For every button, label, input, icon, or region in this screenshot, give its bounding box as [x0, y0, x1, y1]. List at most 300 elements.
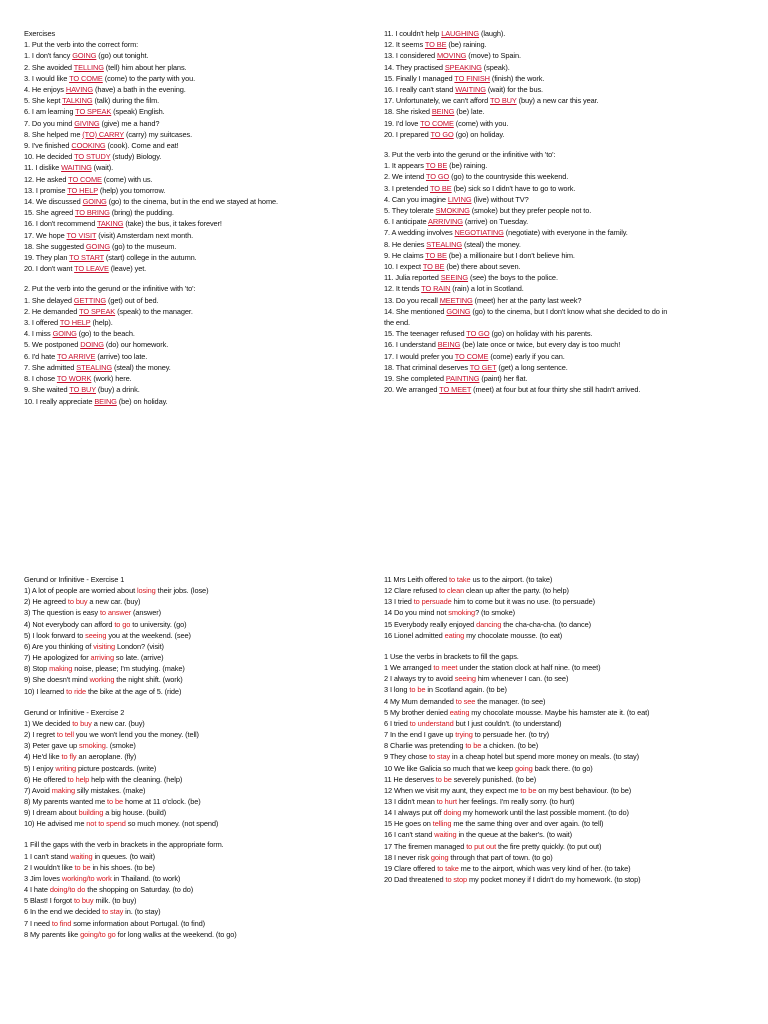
line-suffix: picture postcards. (write)	[76, 763, 157, 773]
exercise-line	[24, 252, 376, 263]
line-suffix: in the queue at the baker's. (to wait)	[456, 830, 572, 840]
line-text: 11. I dislike	[24, 163, 62, 173]
answer-word: STEALING	[76, 362, 112, 372]
section-gap	[384, 641, 724, 651]
answer-word: to stay	[429, 752, 451, 762]
line-suffix: under the station clock at half nine. (to meet)	[457, 663, 601, 673]
line-suffix: to university. (go)	[130, 619, 187, 629]
line-suffix: in Scotland again. (to be)	[425, 685, 507, 695]
line-text: 2. Put the verb into the gerund or the infinitive with 'to':	[24, 284, 196, 294]
answer-word: working/to work	[61, 873, 112, 883]
exercise-line	[24, 663, 376, 674]
line-text: 12 When we visit my aunt, they expect me	[384, 785, 521, 795]
line-text: 1. She delayed	[24, 295, 74, 305]
line-text: 4 My Mum demanded	[384, 696, 456, 706]
exercise-line	[384, 317, 714, 328]
line-suffix: (go) to the museum.	[110, 241, 177, 251]
line-suffix: London? (visit)	[114, 641, 164, 651]
line-text: 16 I can't stand	[384, 830, 435, 840]
line-text: 8 Charlie was pretending	[384, 741, 466, 751]
exercise-line	[384, 807, 724, 818]
line-text: 4. I miss	[24, 329, 53, 339]
line-suffix: a new car. (buy)	[87, 597, 141, 607]
line-suffix: my chocolate mousse. (to eat)	[464, 630, 563, 640]
exercise-line	[24, 129, 376, 140]
line-text: Gerund or Infinitive - Exercise 2	[24, 707, 125, 717]
exercise-line	[24, 906, 376, 917]
line-suffix: (steal) the money.	[462, 239, 521, 249]
line-text: 10 We like Galicia so much that we keep	[384, 763, 516, 773]
line-text: 6. I'd hate	[24, 351, 57, 361]
line-suffix: (meet) her at the party last week?	[472, 295, 582, 305]
exercise-line	[24, 751, 376, 762]
exercise-line	[384, 763, 724, 774]
exercise-line	[24, 373, 376, 384]
answer-word: GOING	[72, 51, 97, 61]
line-suffix: the fire pretty quickly. (to put out)	[496, 841, 602, 851]
exercise-line	[24, 73, 376, 84]
answer-word: TALKING	[62, 96, 93, 106]
answer-word: TO ARRIVE	[56, 351, 96, 361]
line-text: 6) He offered	[24, 774, 68, 784]
line-text: 15. The teenager refused	[384, 329, 467, 339]
line-text: 15. Finally I managed	[384, 73, 455, 83]
line-suffix: (do) our homework.	[103, 340, 169, 350]
answer-word: GOING	[85, 241, 111, 251]
line-suffix: back there. (to go)	[532, 763, 593, 773]
line-text: 1 Fill the gaps with the verb in brackets in the appropriate form.	[24, 840, 224, 850]
answer-word: TO BE	[424, 40, 447, 50]
section-gap	[384, 140, 714, 149]
line-text: 4. He enjoys	[24, 85, 66, 95]
line-suffix: in a cheap hotel but spend more money on meals. (to stay)	[450, 752, 640, 762]
line-suffix: (wait).	[91, 163, 114, 173]
exercise-line	[24, 674, 376, 685]
line-text: 1. I don't fancy	[24, 51, 73, 61]
line-suffix: ? (to smoke)	[475, 608, 515, 618]
line-text: 5. She kept	[24, 96, 63, 106]
exercise-line	[24, 362, 376, 373]
line-suffix: (go) to the cinema, but in the end we stayed at home.	[106, 197, 278, 207]
exercise-line	[384, 362, 714, 373]
exercise-line	[24, 84, 376, 95]
line-text: 2) I regret	[24, 730, 57, 740]
line-text: 18. She suggested	[24, 241, 86, 251]
line-text: 13. I promise	[24, 185, 68, 195]
answer-word: TO BE	[422, 262, 445, 272]
answer-word: TO SPEAK	[79, 306, 116, 316]
line-suffix: (go) out tonight.	[96, 51, 149, 61]
exercise-line	[24, 718, 376, 729]
exercise-line	[384, 630, 724, 641]
line-suffix: (laugh).	[479, 29, 506, 38]
line-text: 13. I considered	[384, 51, 437, 61]
answer-word: to ride	[66, 686, 86, 696]
line-suffix: through that part of town. (to go)	[448, 852, 553, 862]
exercise-line	[24, 218, 376, 229]
exercise-line	[384, 662, 724, 673]
answer-word: GOING	[52, 329, 77, 339]
line-text: 5) I look forward to	[24, 630, 86, 640]
line-suffix: silly mistakes. (make)	[74, 785, 146, 795]
line-text: 5 Blast! I forgot	[24, 896, 74, 906]
answer-word: to meet	[433, 663, 458, 673]
answer-word: WAITING	[61, 163, 92, 173]
line-text: 20. We arranged	[384, 385, 440, 395]
answer-word: to fly	[61, 752, 77, 762]
line-suffix: . (smoke)	[105, 741, 136, 751]
line-suffix: (come) to the party with you.	[102, 73, 196, 83]
line-suffix: (go) on holiday.	[453, 129, 505, 139]
answer-word: TO HELP	[59, 318, 91, 328]
answer-word: to be	[409, 685, 426, 695]
answer-word: LAUGHING	[441, 29, 480, 38]
line-text: 7) Avoid	[24, 785, 52, 795]
exercise-line	[384, 62, 714, 73]
exercise-line	[24, 818, 376, 829]
line-suffix: (give) me a hand?	[99, 118, 160, 128]
line-text: 2. We intend	[384, 172, 426, 182]
exercise-line	[24, 283, 376, 294]
line-text: 8. He denies	[384, 239, 427, 249]
line-text: 7. Do you mind	[24, 118, 75, 128]
exercise-line	[384, 106, 714, 117]
line-text: 9) I dream about	[24, 808, 79, 818]
answer-word: TO MEET	[439, 385, 472, 395]
exercise-line	[384, 785, 724, 796]
line-suffix: an aeroplane. (fly)	[76, 752, 137, 762]
line-text: 7. A wedding involves	[384, 228, 455, 238]
line-text: 3. I would like	[24, 73, 70, 83]
line-suffix: my chocolate mousse. Maybe his hamster ate it. (to eat)	[469, 707, 650, 717]
line-suffix: (go) to the cinema, but I don't know what she decided to do in	[470, 306, 668, 316]
exercise-line	[24, 106, 376, 117]
line-text: 2. He demanded	[24, 306, 80, 316]
line-suffix: (get) a long sentence.	[496, 362, 568, 372]
line-suffix: help with the cleaning. (help)	[89, 774, 183, 784]
line-suffix: on my best behaviour. (to be)	[536, 785, 632, 795]
exercise-line	[24, 207, 376, 218]
bottom-left-column	[24, 574, 376, 940]
line-suffix: (arrive) on Tuesday.	[462, 217, 529, 227]
line-text: 7 In the end I gave up	[384, 730, 456, 740]
exercise-line	[24, 918, 376, 929]
line-text: 18 I never risk	[384, 852, 431, 862]
line-suffix: (meet) at four but at four thirty she still hadn't arrived.	[471, 385, 641, 395]
line-suffix: in queues. (to wait)	[92, 851, 155, 861]
line-text: 12. He asked	[24, 174, 69, 184]
answer-word: TO FINISH	[454, 73, 490, 83]
line-suffix: (start) college in the autumn.	[103, 253, 197, 263]
exercise-line	[384, 216, 714, 227]
answer-word: to help	[67, 774, 90, 784]
line-text: 20 Dad threatened	[384, 875, 446, 885]
line-text: 13 I tried	[384, 597, 414, 607]
exercise-line	[384, 684, 724, 695]
exercise-line	[384, 306, 714, 317]
answer-word: TO HELP	[67, 185, 98, 195]
line-suffix: (leave) yet.	[108, 264, 147, 274]
exercise-line	[24, 384, 376, 395]
exercise-line	[24, 317, 376, 328]
line-text: 9 They chose	[384, 752, 429, 762]
line-text: 19. They plan	[24, 253, 70, 263]
line-text: 6) Are you thinking of	[24, 641, 94, 651]
line-suffix: their jobs. (lose)	[155, 586, 209, 596]
line-suffix: (come) with us.	[101, 174, 153, 184]
line-text: 16. I understand	[384, 340, 438, 350]
exercise-line	[24, 839, 376, 850]
answer-word: to be	[520, 785, 537, 795]
answer-word: TO GO	[466, 329, 490, 339]
answer-word: to hurt	[436, 796, 457, 806]
exercise-line	[384, 73, 714, 84]
exercise-line	[384, 118, 714, 129]
exercise-line	[24, 328, 376, 339]
exercise-line	[24, 873, 376, 884]
answer-word: smoking	[79, 741, 106, 751]
section-gap	[24, 697, 376, 707]
answer-word: TO LEAVE	[74, 264, 109, 274]
exercise-line	[384, 250, 714, 261]
exercise-line	[384, 339, 714, 350]
line-text: 8. She helped me	[24, 129, 83, 139]
answer-word: MEETING	[439, 295, 473, 305]
line-text: 10. I expect	[384, 262, 423, 272]
line-text: 10) He advised me	[24, 819, 87, 829]
line-suffix: (get) out of bed.	[106, 295, 159, 305]
top-left-column	[24, 28, 376, 407]
answer-word: to take	[449, 575, 471, 584]
line-suffix: (tell) him about her plans.	[103, 62, 187, 72]
exercise-line	[24, 796, 376, 807]
line-text: 16. I really can't stand	[384, 85, 456, 95]
line-suffix: in Thailand. (to work)	[111, 873, 181, 883]
answer-word: to stop	[445, 875, 467, 885]
line-text: 15 Everybody really enjoyed	[384, 619, 477, 629]
answer-word: SEEING	[440, 273, 469, 283]
exercise-line	[24, 763, 376, 774]
exercise-line	[384, 863, 724, 874]
answer-word: TO RAIN	[421, 284, 451, 294]
line-suffix: (come) with you.	[453, 118, 509, 128]
line-text: 10. He decided	[24, 152, 75, 162]
exercise-line	[24, 740, 376, 751]
exercise-line	[384, 696, 724, 707]
exercise-line	[384, 205, 714, 216]
answer-word: going	[430, 852, 449, 862]
line-text: 18. That criminal deserves	[384, 362, 470, 372]
answer-word: HAVING	[65, 85, 94, 95]
exercise-line	[384, 227, 714, 238]
answer-word: to stay	[102, 907, 124, 917]
exercise-line	[24, 851, 376, 862]
line-suffix: so late. (arrive)	[113, 653, 164, 663]
line-suffix: (visit) Amsterdam next month.	[96, 230, 194, 240]
exercise-line	[24, 174, 376, 185]
answer-word: working	[89, 675, 115, 685]
line-suffix: to persuade her. (to try)	[472, 730, 550, 740]
line-suffix: (be) a millionaire but I don't believe him.	[446, 250, 575, 260]
line-text: 5 My brother denied	[384, 707, 450, 717]
answer-word: GETTING	[73, 295, 107, 305]
line-suffix: (finish) the work.	[489, 73, 545, 83]
answer-word: TO GO	[425, 172, 450, 182]
line-text: 20. I don't want	[24, 264, 75, 274]
line-text: 16. I don't recommend	[24, 219, 98, 229]
answer-word: TO BRING	[74, 208, 110, 218]
exercise-line	[384, 774, 724, 785]
exercise-line	[384, 171, 714, 182]
answer-word: DOING	[80, 340, 104, 350]
line-text: 10) I learned	[24, 686, 67, 696]
line-text: 1. It appears	[384, 161, 426, 171]
exercise-line	[384, 84, 714, 95]
line-text: 19. I'd love	[384, 118, 421, 128]
answer-word: to go	[114, 619, 131, 629]
line-text: 14 I always put off	[384, 808, 444, 818]
line-text: Exercises	[24, 29, 56, 38]
line-suffix: milk. (to buy)	[93, 896, 137, 906]
answer-word: to see	[455, 696, 476, 706]
exercise-line	[24, 686, 376, 697]
answer-word: waiting	[434, 830, 457, 840]
answer-word: GOING	[446, 306, 471, 316]
line-text: 9) She doesn't mind	[24, 675, 90, 685]
exercise-line	[24, 619, 376, 630]
exercise-line	[24, 263, 376, 274]
line-text: 13. Do you recall	[384, 295, 440, 305]
exercise-line	[384, 283, 714, 294]
exercise-line	[24, 596, 376, 607]
exercise-line	[24, 929, 376, 940]
answer-word: making	[51, 785, 75, 795]
exercise-line	[24, 295, 376, 306]
line-suffix: (go) to the countryside this weekend.	[449, 172, 569, 182]
line-suffix: (go) to the beach.	[76, 329, 135, 339]
line-suffix: you at the weekend. (see)	[106, 630, 191, 640]
exercise-line	[24, 230, 376, 241]
line-text: 12. It seems	[384, 40, 425, 50]
answer-word: BEING	[94, 396, 117, 406]
exercise-line	[384, 651, 724, 662]
exercise-line	[384, 384, 714, 395]
line-text: 2) He agreed	[24, 597, 68, 607]
answer-word: BEING	[431, 107, 455, 117]
line-text: 16 Lionel admitted	[384, 630, 445, 640]
line-suffix: in. (to stay)	[123, 907, 161, 917]
line-text: 19 Clare offered	[384, 863, 438, 873]
exercise-line	[24, 585, 376, 596]
answer-word: (TO) CARRY	[82, 129, 125, 139]
top-right-column	[384, 28, 714, 396]
line-text: 4) Not everybody can afford	[24, 619, 115, 629]
answer-word: eating	[449, 707, 470, 717]
line-text: 14. They practised	[384, 62, 445, 72]
line-text: 3) The question is easy	[24, 608, 100, 618]
line-text: 6. I anticipate	[384, 217, 429, 227]
answer-word: TO BE	[425, 161, 448, 171]
answer-word: trying	[455, 730, 473, 740]
line-suffix: (smoke) but they prefer people not to.	[469, 206, 592, 216]
line-suffix: (come) early if you can.	[488, 351, 565, 361]
line-text: 2. She avoided	[24, 62, 74, 72]
line-suffix: the night shift. (work)	[114, 675, 183, 685]
exercise-line	[24, 729, 376, 740]
answer-word: TO STUDY	[74, 152, 111, 162]
exercise-line	[384, 585, 724, 596]
line-suffix: home at 11 o'clock. (be)	[123, 796, 201, 806]
line-text: 13 I didn't mean	[384, 796, 437, 806]
answer-word: TO COME	[454, 351, 489, 361]
line-text: 11 He deserves	[384, 774, 436, 784]
answer-word: building	[78, 808, 104, 818]
answer-word: TO BE	[425, 250, 447, 260]
answer-word: dancing	[476, 619, 502, 629]
line-text: 2 I always try to avoid	[384, 674, 455, 684]
line-text: 17. Unfortunately, we can't afford	[384, 96, 490, 106]
line-suffix: (see) the boys to the police.	[468, 273, 558, 283]
line-suffix: (carry) my suitcases.	[124, 129, 193, 139]
exercise-line	[384, 852, 724, 863]
line-suffix: (help).	[90, 318, 113, 328]
line-text: 1 Use the verbs in brackets to fill the gaps.	[384, 651, 519, 661]
answer-word: visiting	[93, 641, 115, 651]
line-suffix: (talk) during the film.	[92, 96, 160, 106]
line-text: 6 I tried	[384, 718, 410, 728]
section-gap	[24, 274, 376, 283]
line-text: 3 Jim loves	[24, 873, 62, 883]
exercise-line	[384, 596, 724, 607]
line-text: 5. They tolerate	[384, 206, 436, 216]
line-suffix: the bike at the age of 5. (ride)	[86, 686, 182, 696]
answer-word: TAKING	[97, 219, 124, 229]
line-suffix: the cha-cha-cha. (to dance)	[501, 619, 591, 629]
exercise-line	[384, 39, 714, 50]
line-text: 1 We arranged	[384, 663, 434, 673]
answer-word: going/to go	[80, 929, 116, 939]
line-text: 4) He'd like	[24, 752, 62, 762]
line-suffix: him whenever I can. (to see)	[475, 674, 569, 684]
exercise-line	[384, 160, 714, 171]
exercise-line	[384, 718, 724, 729]
exercise-line	[384, 751, 724, 762]
line-text: 8 My parents like	[24, 929, 81, 939]
line-suffix: (be) late once or twice, but every day is too much!	[460, 340, 621, 350]
line-text: 9. He claims	[384, 250, 426, 260]
exercise-line	[384, 729, 724, 740]
answer-word: arriving	[90, 653, 114, 663]
line-suffix: (wait) for the bus.	[485, 85, 544, 95]
exercise-line	[24, 884, 376, 895]
line-suffix: (go) on holiday with his parents.	[489, 329, 593, 339]
line-suffix: my homework until the last possible moment. (to do)	[461, 808, 629, 818]
answer-word: TO START	[69, 253, 104, 263]
line-suffix: (be) raining.	[447, 161, 488, 171]
line-text: 8. I chose	[24, 374, 57, 384]
exercise-line	[24, 774, 376, 785]
line-text: 19. She completed	[384, 374, 446, 384]
line-suffix: in his shoes. (to be)	[90, 862, 155, 872]
line-suffix: me the same thing over and over again. (to tell)	[451, 819, 604, 829]
line-suffix: (help) you tomorrow.	[97, 185, 166, 195]
exercise-line	[24, 641, 376, 652]
line-text: 11 Mrs Leith offered	[384, 575, 449, 584]
answer-word: STEALING	[426, 239, 463, 249]
answer-word: PAINTING	[445, 374, 480, 384]
line-suffix: so much money. (not spend)	[125, 819, 219, 829]
answer-word: NEGOTIATING	[454, 228, 504, 238]
